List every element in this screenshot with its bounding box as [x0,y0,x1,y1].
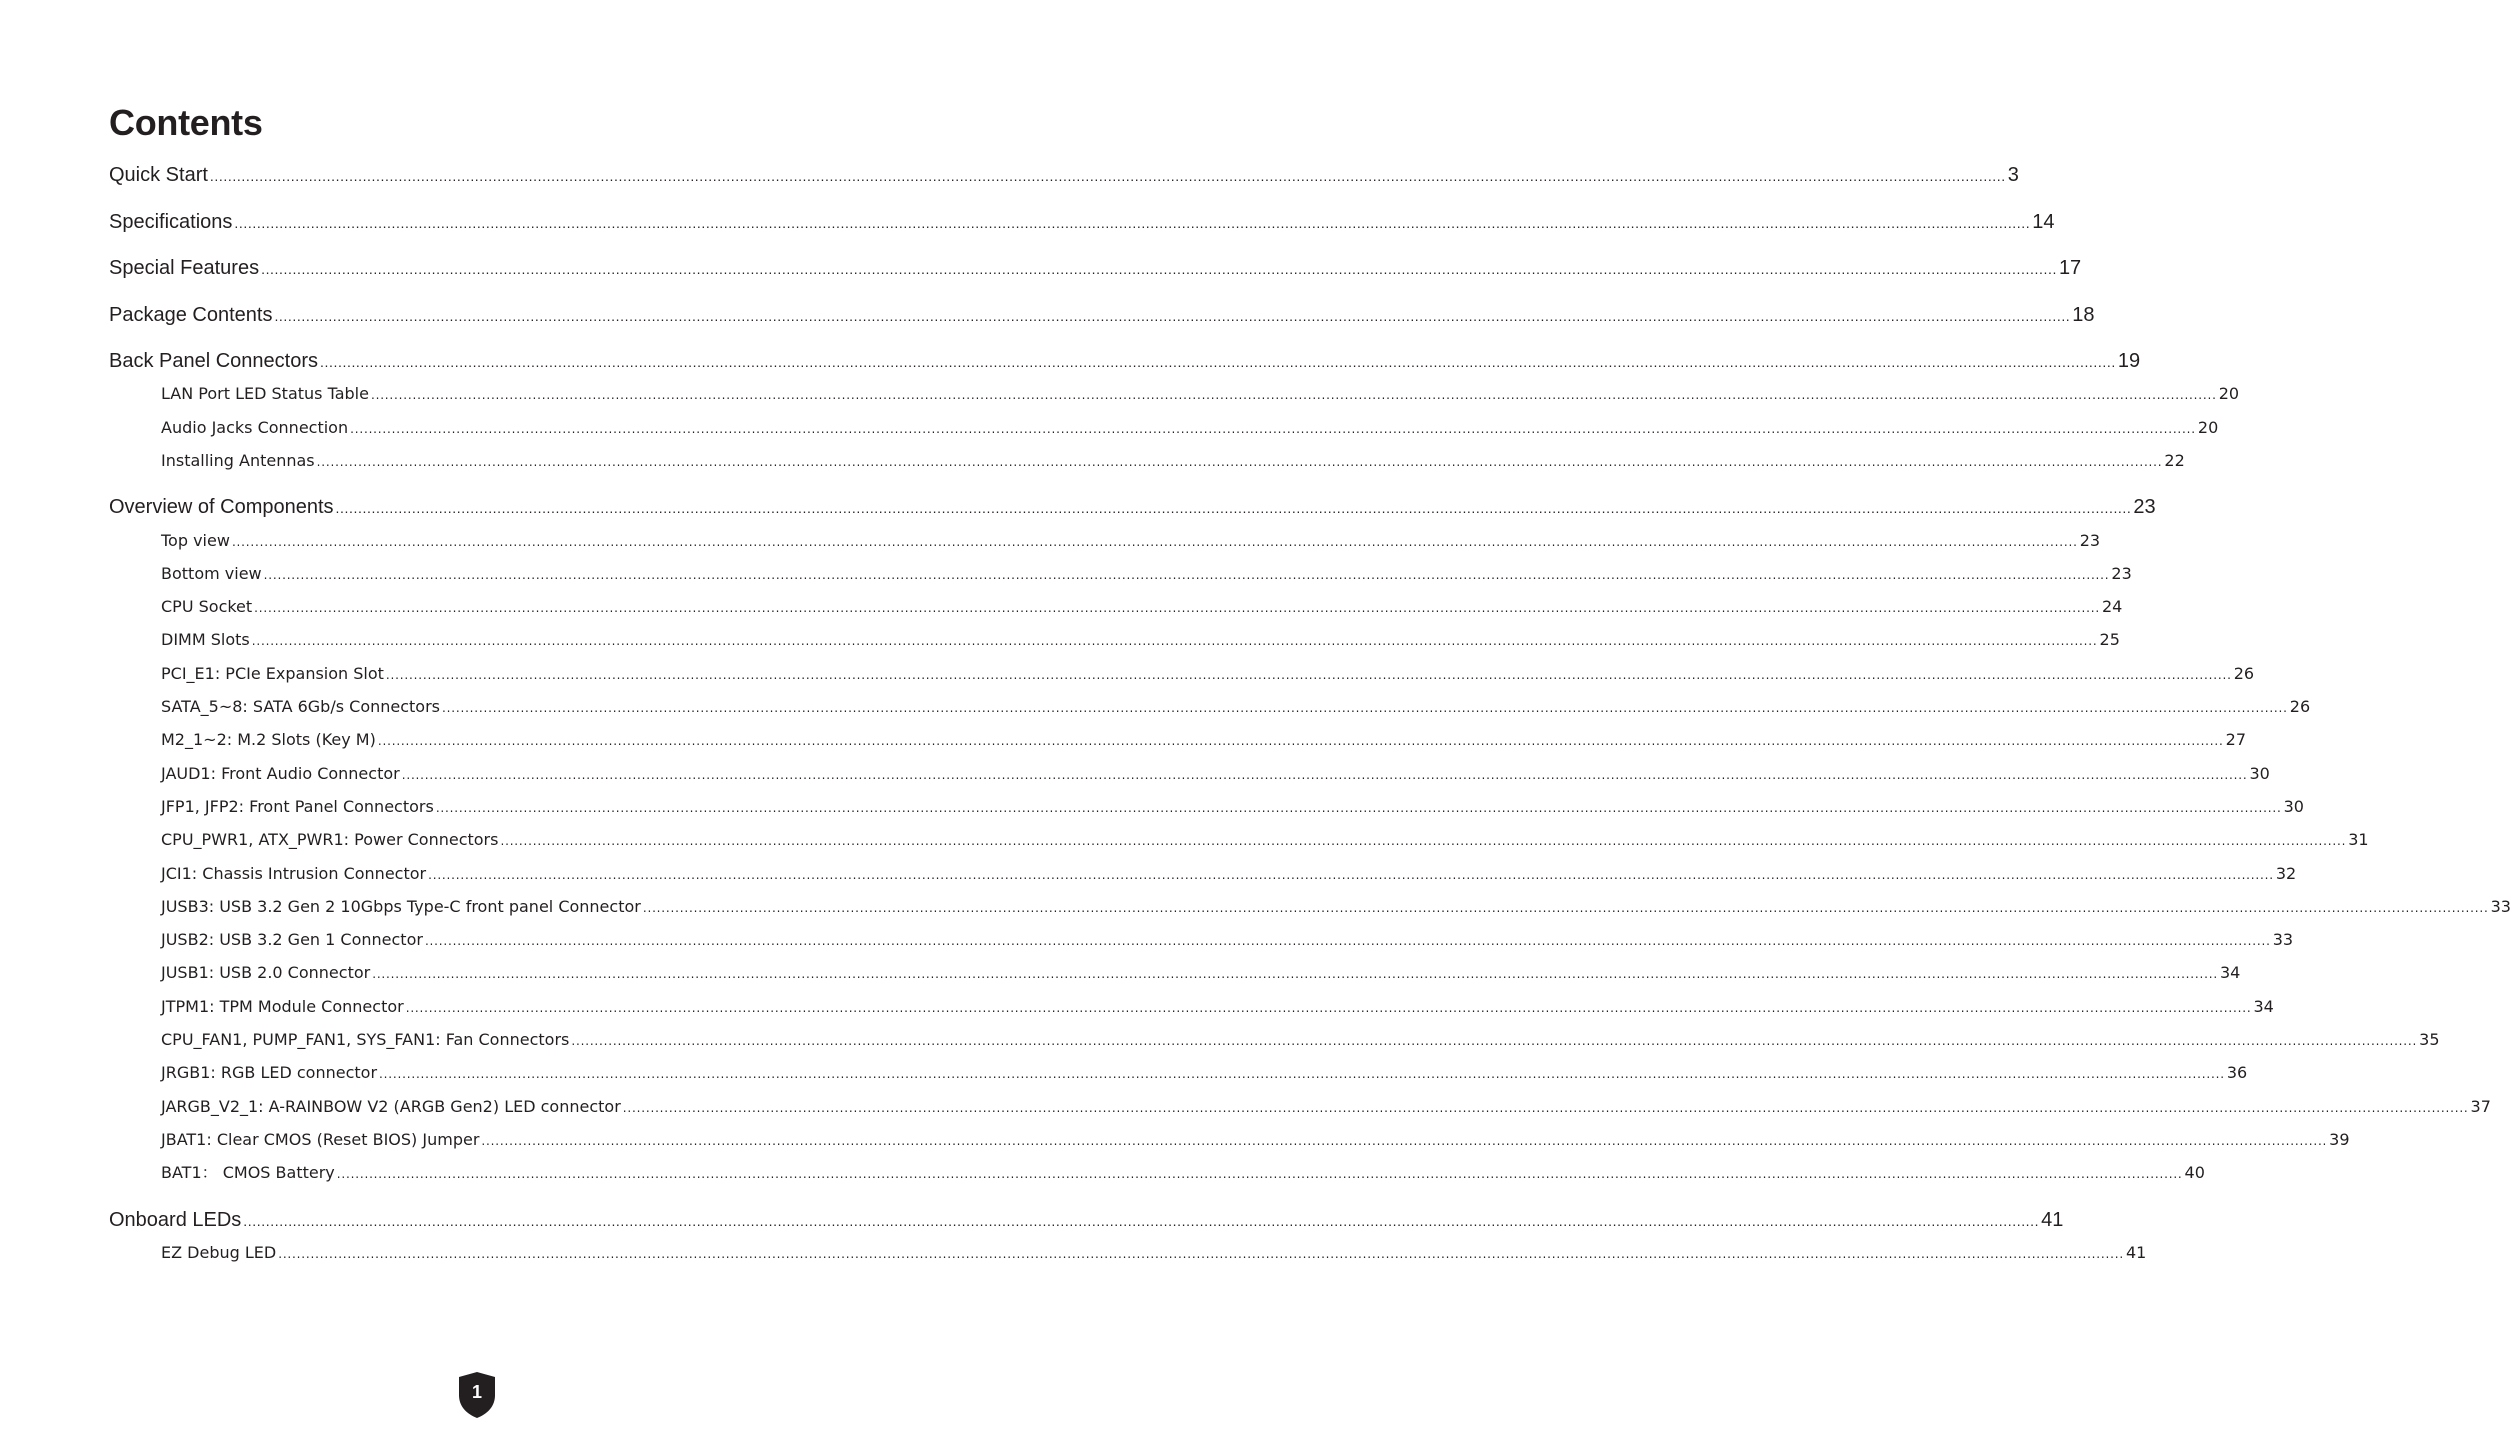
toc-leader-dots: ................................................................................................................................................................................................................................................................................................................................................................................................................ [231,535,2078,549]
toc-entry-page: 40 [2184,1163,2205,1182]
toc-entry-page: 19 [2117,350,2141,372]
toc-entry-title: JTPM1: TPM Module Connector [161,997,404,1016]
toc-leader-dots: ................................................................................................................................................................................................................................................................................................................................................................................................................ [642,901,2489,915]
page-title: Contents [109,102,263,143]
toc-entry-page: 14 [2032,211,2055,233]
toc-entry-title: CPU_PWR1, ATX_PWR1: Power Connectors [161,830,499,849]
toc-entry-title: Quick Start [109,164,208,186]
toc-entry-title: JAUD1: Front Audio Connector [161,764,400,783]
toc-entry[interactable] [0,493,2156,522]
toc-entry-title: BAT1： CMOS Battery [161,1163,335,1182]
toc-leader-dots: ................................................................................................................................................................................................................................................................................................................................................................................................................ [428,868,2274,882]
toc-subentry[interactable] [0,929,2294,952]
toc-leader-dots: ................................................................................................................................................................................................................................................................................................................................................................................................................ [263,568,2110,582]
toc-entry-page: 39 [2329,1130,2350,1149]
toc-entry-page: 35 [2419,1030,2440,1049]
toc-entry-page: 41 [2041,1209,2064,1231]
toc-entry-page: 23 [2133,496,2156,518]
toc-entry[interactable] [0,1206,2064,1235]
toc-subentry[interactable] [0,729,2246,752]
toc-entry-title: Special Features [109,257,260,279]
toc-entry-page: 34 [2253,997,2274,1016]
toc-entry-title: JCI1: Chassis Intrusion Connector [161,864,427,883]
toc-entry-page: 22 [2164,451,2185,470]
toc-subentry[interactable] [0,417,2219,440]
toc-entry-title: JARGB_V2_1: A-RAINBOW V2 (ARGB Gen2) LED connector [161,1097,621,1116]
toc-subentry[interactable] [0,1029,2440,1052]
toc-entry[interactable] [0,301,2095,330]
toc-subentry[interactable] [0,696,2311,719]
toc-entry-title: Audio Jacks Connection [161,418,349,437]
toc-leader-dots: ................................................................................................................................................................................................................................................................................................................................................................................................................ [405,1001,2252,1015]
toc-entry-title: EZ Debug LED [161,1243,277,1262]
toc-entry-page: 32 [2275,864,2297,883]
toc-entry-title: JRGB1: RGB LED connector [161,1063,378,1082]
toc-entry-title: Overview of Components [109,496,334,518]
toc-entry-title: JUSB3: USB 3.2 Gen 2 10Gbps Type-C front panel Connector [161,897,641,916]
toc-leader-dots: ................................................................................................................................................................................................................................................................................................................................................................................................................ [481,1134,2328,1148]
toc-leader-dots: ................................................................................................................................................................................................................................................................................................................................................................................................................ [571,1034,2418,1048]
toc-entry-page: 30 [2283,797,2304,816]
toc-subentry[interactable] [0,629,2120,652]
toc-entry-page: 27 [2225,730,2246,749]
toc-leader-dots: ................................................................................................................................................................................................................................................................................................................................................................................................................ [377,734,2224,748]
toc-subentry[interactable] [0,1062,2248,1085]
toc-entry-title: JBAT1: Clear CMOS (Reset BIOS) Jumper [161,1130,480,1149]
toc-entry-page: 41 [2125,1243,2147,1262]
toc-leader-dots: ................................................................................................................................................................................................................................................................................................................................................................................................................ [424,934,2271,948]
toc-entry-title: Bottom view [161,564,262,583]
toc-leader-dots: ................................................................................................................................................................................................................................................................................................................................................................................................................ [622,1101,2469,1115]
toc-entry-page: 23 [2079,531,2101,550]
toc-subentry[interactable] [0,383,2240,406]
toc-subentry[interactable] [0,450,2185,473]
toc-entry-title: JFP1, JFP2: Front Panel Connectors [161,797,434,816]
toc-leader-dots: ................................................................................................................................................................................................................................................................................................................................................................................................................ [385,668,2232,682]
toc-entry-page: 36 [2226,1063,2248,1082]
toc-leader-dots: ................................................................................................................................................................................................................................................................................................................................................................................................................ [316,455,2163,469]
toc-subentry[interactable] [0,896,2511,919]
toc-entry-page: 3 [2007,164,2019,186]
toc-entry[interactable] [0,254,2082,283]
toc-entry-page: 20 [2197,418,2219,437]
toc-entry-page: 30 [2249,764,2270,783]
toc-entry-page: 34 [2219,963,2241,982]
toc-leader-dots: ................................................................................................................................................................................................................................................................................................................................................................................................................ [320,354,2116,370]
toc-leader-dots: ................................................................................................................................................................................................................................................................................................................................................................................................................ [274,308,2071,324]
toc-leader-dots: ................................................................................................................................................................................................................................................................................................................................................................................................................ [500,834,2347,848]
toc-entry-title: DIMM Slots [161,630,250,649]
toc-entry-title: JUSB1: USB 2.0 Connector [161,963,371,982]
toc-leader-dots: ................................................................................................................................................................................................................................................................................................................................................................................................................ [379,1067,2225,1081]
toc-entry-title: CPU Socket [161,597,253,616]
page-number: 1 [471,1382,482,1402]
toc-entry-page: 37 [2470,1097,2491,1116]
toc-leader-dots: ................................................................................................................................................................................................................................................................................................................................................................................................................ [336,1167,2183,1181]
toc-entry[interactable] [0,161,2019,190]
toc-subentry[interactable] [0,1242,2147,1265]
toc-leader-dots: ................................................................................................................................................................................................................................................................................................................................................................................................................ [435,801,2282,815]
toc-entry-title: CPU_FAN1, PUMP_FAN1, SYS_FAN1: Fan Connectors [161,1030,570,1049]
toc-entry-title: PCI_E1: PCIe Expansion Slot [161,664,384,683]
toc-entry-page: 33 [2272,930,2294,949]
toc-subentry[interactable] [0,563,2132,586]
toc-entry-page: 26 [2289,697,2311,716]
toc-entry[interactable] [0,208,2055,237]
toc-leader-dots: ................................................................................................................................................................................................................................................................................................................................................................................................................ [254,601,2100,615]
toc-entry-page: 20 [2218,384,2240,403]
toc-leader-dots: ................................................................................................................................................................................................................................................................................................................................................................................................................ [370,388,2217,402]
toc-leader-dots: ................................................................................................................................................................................................................................................................................................................................................................................................................ [350,422,2196,436]
toc-subentry[interactable] [0,863,2297,886]
toc-entry-page: 31 [2348,830,2369,849]
toc-entry-title: M2_1~2: M.2 Slots (Key M) [161,730,376,749]
toc-subentry[interactable] [0,663,2255,686]
toc-leader-dots: ................................................................................................................................................................................................................................................................................................................................................................................................................ [209,168,2006,184]
toc-entry-page: 18 [2072,304,2095,326]
toc-entry-page: 17 [2058,257,2082,279]
toc-subentry[interactable] [0,1129,2350,1152]
toc-entry-title: Specifications [109,211,233,233]
toc-subentry[interactable] [0,796,2304,819]
toc-entry-page: 25 [2099,630,2120,649]
toc-leader-dots: ................................................................................................................................................................................................................................................................................................................................................................................................................ [278,1247,2124,1261]
toc-leader-dots: ................................................................................................................................................................................................................................................................................................................................................................................................................ [442,701,2288,715]
toc-subentry[interactable] [0,763,2270,786]
toc-subentry[interactable] [0,530,2101,553]
toc-subentry[interactable] [0,1162,2205,1185]
toc-entry-title: SATA_5~8: SATA 6Gb/s Connectors [161,697,440,716]
toc-entry-title: Installing Antennas [161,451,315,470]
toc-entry-title: Top view [161,531,230,550]
toc-entry[interactable] [0,347,2141,376]
toc-leader-dots: ................................................................................................................................................................................................................................................................................................................................................................................................................ [372,967,2218,981]
toc-leader-dots: ................................................................................................................................................................................................................................................................................................................................................................................................................ [243,1213,2040,1229]
toc-subentry[interactable] [0,829,2369,852]
toc-subentry[interactable] [0,1096,2491,1119]
toc-entry-page: 24 [2101,597,2123,616]
toc-entry-title: Package Contents [109,304,273,326]
toc-entry-page: 23 [2111,564,2132,583]
toc-subentry[interactable] [0,962,2241,985]
toc-leader-dots: ................................................................................................................................................................................................................................................................................................................................................................................................................ [251,634,2098,648]
toc-entry-title: Back Panel Connectors [109,350,319,372]
toc-leader-dots: ................................................................................................................................................................................................................................................................................................................................................................................................................ [335,500,2132,516]
toc-leader-dots: ................................................................................................................................................................................................................................................................................................................................................................................................................ [234,215,2031,231]
toc-subentry[interactable] [0,996,2274,1019]
toc-leader-dots: ................................................................................................................................................................................................................................................................................................................................................................................................................ [261,261,2057,277]
toc-entry-title: Onboard LEDs [109,1209,242,1231]
toc-entry-page: 26 [2233,664,2255,683]
toc-entry-title: JUSB2: USB 3.2 Gen 1 Connector [161,930,423,949]
toc-entry-page: 33 [2490,897,2511,916]
toc-entry-title: LAN Port LED Status Table [161,384,369,403]
toc-leader-dots: ................................................................................................................................................................................................................................................................................................................................................................................................................ [401,768,2248,782]
toc-subentry[interactable] [0,596,2123,619]
